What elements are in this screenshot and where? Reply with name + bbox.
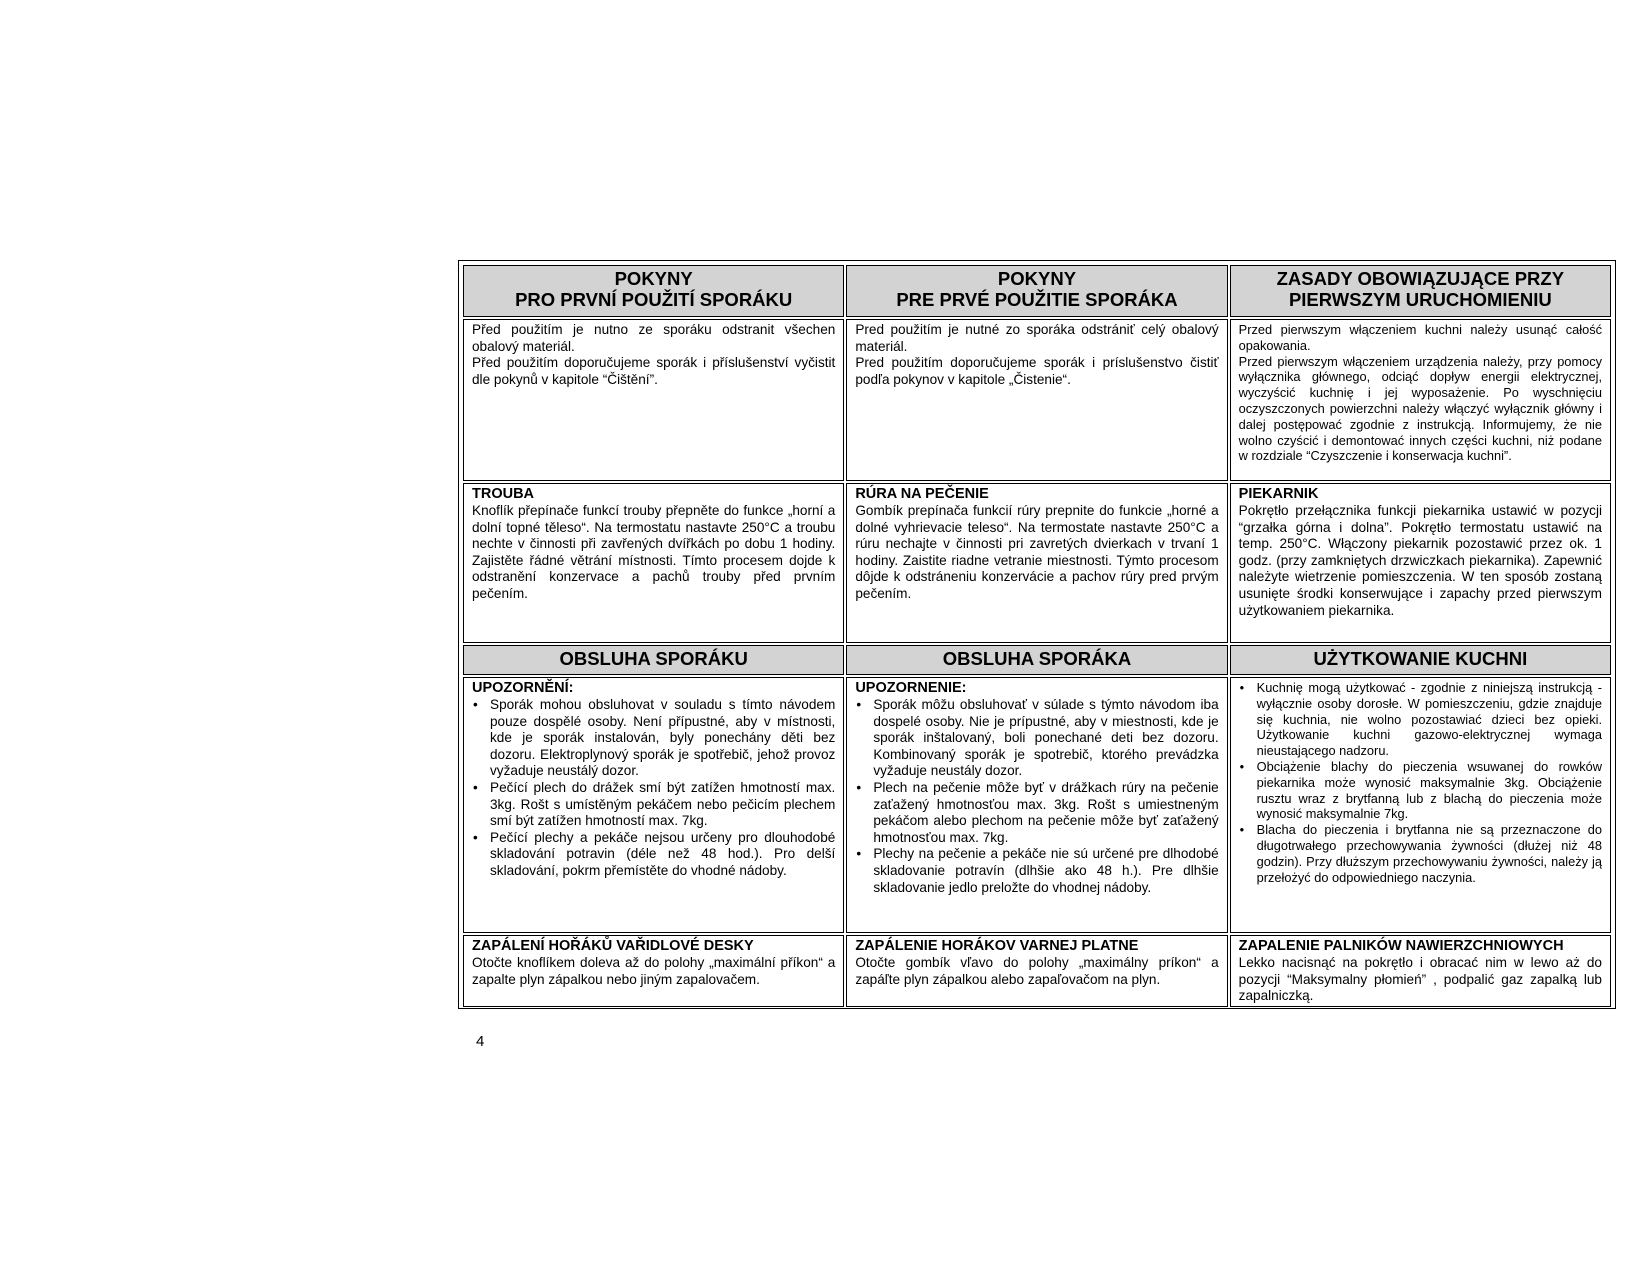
list-item: • Pečící plechy a pekáče nejsou určeny pro dlouhodobé skladování potravin (déle než 48 hod.). Pro delší skladování, pokrm přemístěte do vhodné nádoby. xyxy=(490,830,835,880)
pl-oven-cell xyxy=(1230,483,1611,643)
pl-ignite-title: ZAPALENIE PALNIKÓW NAWIERZCHNIOWYCH xyxy=(1238,938,1564,954)
sk-ignite-text: Otočte gombík vľavo do polohy „maximálny príkon“ a zapáľte plyn zápalkou alebo zapaľovačom na plyn. xyxy=(855,955,1219,987)
sk-oven-title: RÚRA NA PEČENIE xyxy=(855,486,989,502)
cz-warning-cell xyxy=(463,677,844,933)
header-sk-line2: PRE PRVÉ POUŽITIE SPORÁKA xyxy=(896,289,1178,310)
header-pl-first-use xyxy=(1230,265,1611,317)
header-pl-line2: PIERWSZYM URUCHOMIENIU xyxy=(1288,289,1552,310)
pl-operation-header: UŻYTKOWANIE KUCHNI xyxy=(1230,645,1611,675)
pl-oven-text: Pokrętło przełącznika funkcji piekarnika ustawić w pozycji “grzałka górna i dolna”. Pokrętło termostatu ustawić na temp. 250°C. Włączony piekarnik pozostawić przez ok. 1 godz. (przy zamkniętych drzwiczkach piekarnika). Zapewnić należyte wietrzenie pomieszczenia. W ten sposób zostaną usunięte środki konserwujące i zapachy przed pierwszym użytkowaniem piekarnika. xyxy=(1238,503,1602,618)
list-item: • Plech na pečenie môže byť v drážkach rúry na pečenie zaťažený hmotnosťou max. 3kg. Rošt s umiestneným pekáčom alebo plechom na pečenie môže byť zaťažený hmotnosťou max. 7kg. xyxy=(873,780,1218,846)
sk-ignite-cell xyxy=(846,935,1227,1007)
cz-ignite-title: ZAPÁLENÍ HOŘÁKŮ VAŘIDLOVÉ DESKY xyxy=(472,938,754,954)
sk-warning-list xyxy=(855,697,1218,896)
pl-oven-title: PIEKARNIK xyxy=(1238,486,1319,502)
cz-oven-title: TROUBA xyxy=(472,486,535,502)
sk-intro-p2: Pred použitím doporučujeme sporák i príslušenstvo čistiť podľa pokynov v kapitole „Čistenie“. xyxy=(855,355,1219,387)
sk-operation-header: OBSLUHA SPORÁKA xyxy=(846,645,1227,675)
pl-warning-cell xyxy=(1230,677,1611,933)
sk-warning-cell xyxy=(846,677,1227,933)
header-cz-first-use xyxy=(463,265,844,317)
header-cz-line1: POKYNY xyxy=(614,268,693,289)
cz-intro-cell xyxy=(463,319,844,481)
pl-intro-p2: Przed pierwszym włączeniem urządzenia należy, przy pomocy wyłącznika głównego, odciąć dopływ energii elektrycznej, wyczyścić kuchnię i jej wyposażenie. Po wyschnięciu oczyszczonych powierzchni należy włączyć wyłącznik główny i dalej postępować zgodnie z instrukcją. Informujemy, że nie wolno czyścić i demontować innych części kuchni, niż podane w rozdziale “Czyszczenie i konserwacja kuchni”. xyxy=(1238,353,1602,464)
sk-intro-p1: Pred použitím je nutné zo sporáka odstrániť celý obalový materiál. xyxy=(855,322,1219,354)
cz-intro-p1: Před použitím je nutno ze sporáku odstranit všechen obalový materiál. xyxy=(472,322,836,354)
list-item: • Sporák môžu obsluhovať v súlade s týmto návodom iba dospelé osoby. Nie je prípustné, aby v miestnosti, kde je sporák inštalovaný, boli ponechané deti bez dozoru. Kombinovaný sporák je spotrebič, ktorého prevádzka vyžaduje neustály dozor. xyxy=(873,697,1218,780)
header-pl-line1: ZASADY OBOWIĄZUJĄCE PRZY xyxy=(1276,268,1565,289)
pl-ignite-cell xyxy=(1230,935,1611,1007)
cz-operation-header: OBSLUHA SPORÁKU xyxy=(463,645,844,675)
header-sk-line1: POKYNY xyxy=(997,268,1077,289)
sk-oven-text: Gombík prepínača funkcií rúry prepnite do funkcie „horné a dolné vyhrievacie teleso“. Na termostate nastavte 250°C a rúru nechajte v činnosti pri zavretých dvierkach v trvaní 1 hodiny. Zaistite riadne vetranie miestnosti. Týmto procesom dôjde k odstráneniu konzervácie a pachov rúry pred prvým pečením. xyxy=(855,503,1219,601)
cz-warning-list xyxy=(472,697,835,880)
sk-warning-title: UPOZORNENIE: xyxy=(855,680,967,696)
list-item: • Blacha do pieczenia i brytfanna nie są przeznaczone do długotrwałego przechowywania żywności (dłużej niż 48 godzin). Przy dłuższym przechowywaniu żywności, należy ją przełożyć do odpowiedniego naczynia. xyxy=(1257,822,1602,885)
instruction-table-frame xyxy=(458,260,1616,1009)
list-item: • Plechy na pečenie a pekáče nie sú určené pre dlhodobé skladovanie potravín (dlhšie ako 48 h.). Pre dlhšie skladovanie jedlo preložte do vhodnej nádoby. xyxy=(873,846,1218,896)
cz-ignite-text: Otočte knoflíkem doleva až do polohy „maximální příkon“ a zapalte plyn zápalkou nebo jiným zapalovačem. xyxy=(472,955,836,987)
cz-warning-title: UPOZORNĚNÍ: xyxy=(472,680,574,696)
sk-ignite-title: ZAPÁLENIE HORÁKOV VARNEJ PLATNE xyxy=(855,938,1139,954)
cz-intro-p2: Před použitím doporučujeme sporák i příslušenství vyčistit dle pokynů v kapitole “Čištění”. xyxy=(472,355,836,387)
pl-intro-p1: Przed pierwszym włączeniem kuchni należy usunąć całość opakowania. xyxy=(1238,322,1602,353)
page-number: 4 xyxy=(476,1033,485,1050)
instruction-table xyxy=(461,263,1613,1009)
list-item: • Kuchnię mogą użytkować - zgodnie z niniejszą instrukcją - wyłącznie osoby dorosłe. W pomieszczeniu, gdzie znajduje się kuchnia, nie wolno pozostawiać dzieci bez opieki. Użytkowanie kuchni gazowo-elektrycznej wymaga nieustającego nadzoru. xyxy=(1257,680,1602,759)
pl-ignite-text: Lekko nacisnąć na pokrętło i obracać nim w lewo aż do pozycji “Maksymalny płomień” , podpalić gaz zapalką lub zapalniczką. xyxy=(1238,955,1602,1004)
sk-intro-cell xyxy=(846,319,1227,481)
cz-oven-text: Knoflík přepínače funkcí trouby přepněte do funkce „horní a dolní topné těleso“. Na termostatu nastavte 250°C a troubu nechte v činnosti při zavřených dvířkách po dobu 1 hodiny. Zajistěte řádné větrání místnosti. Tímto procesem dojde k odstranění konzervace a pachů trouby před prvním pečením. xyxy=(472,503,836,601)
list-item: • Sporák mohou obsluhovat v souladu s tímto návodem pouze dospělé osoby. Není přípustné, aby v místnosti, kde je sporák instalován, byly ponechány děti bez dozoru. Elektroplynový sporák je spotřebič, jehož provoz vyžaduje neustálý dozor. xyxy=(490,697,835,780)
pl-warning-list xyxy=(1239,680,1602,885)
pl-intro-cell xyxy=(1230,319,1611,481)
header-sk-first-use xyxy=(846,265,1227,317)
cz-oven-cell xyxy=(463,483,844,643)
list-item: • Pečící plech do drážek smí být zatížen hmotností max. 3kg. Rošt s umístěným pekáčem nebo pečicím plechem smí být zatížen hmotností max. 7kg. xyxy=(490,780,835,830)
header-cz-line2: PRO PRVNÍ POUŽITÍ SPORÁKU xyxy=(515,289,793,310)
cz-ignite-cell xyxy=(463,935,844,1007)
sk-oven-cell xyxy=(846,483,1227,643)
list-item: • Obciążenie blachy do pieczenia wsuwanej do rowków piekarnika może wynosić maksymalnie 3kg. Obciążenie rusztu wraz z brytfanną lub z blachą do pieczenia może wynosić maksymalnie 7kg. xyxy=(1257,759,1602,822)
